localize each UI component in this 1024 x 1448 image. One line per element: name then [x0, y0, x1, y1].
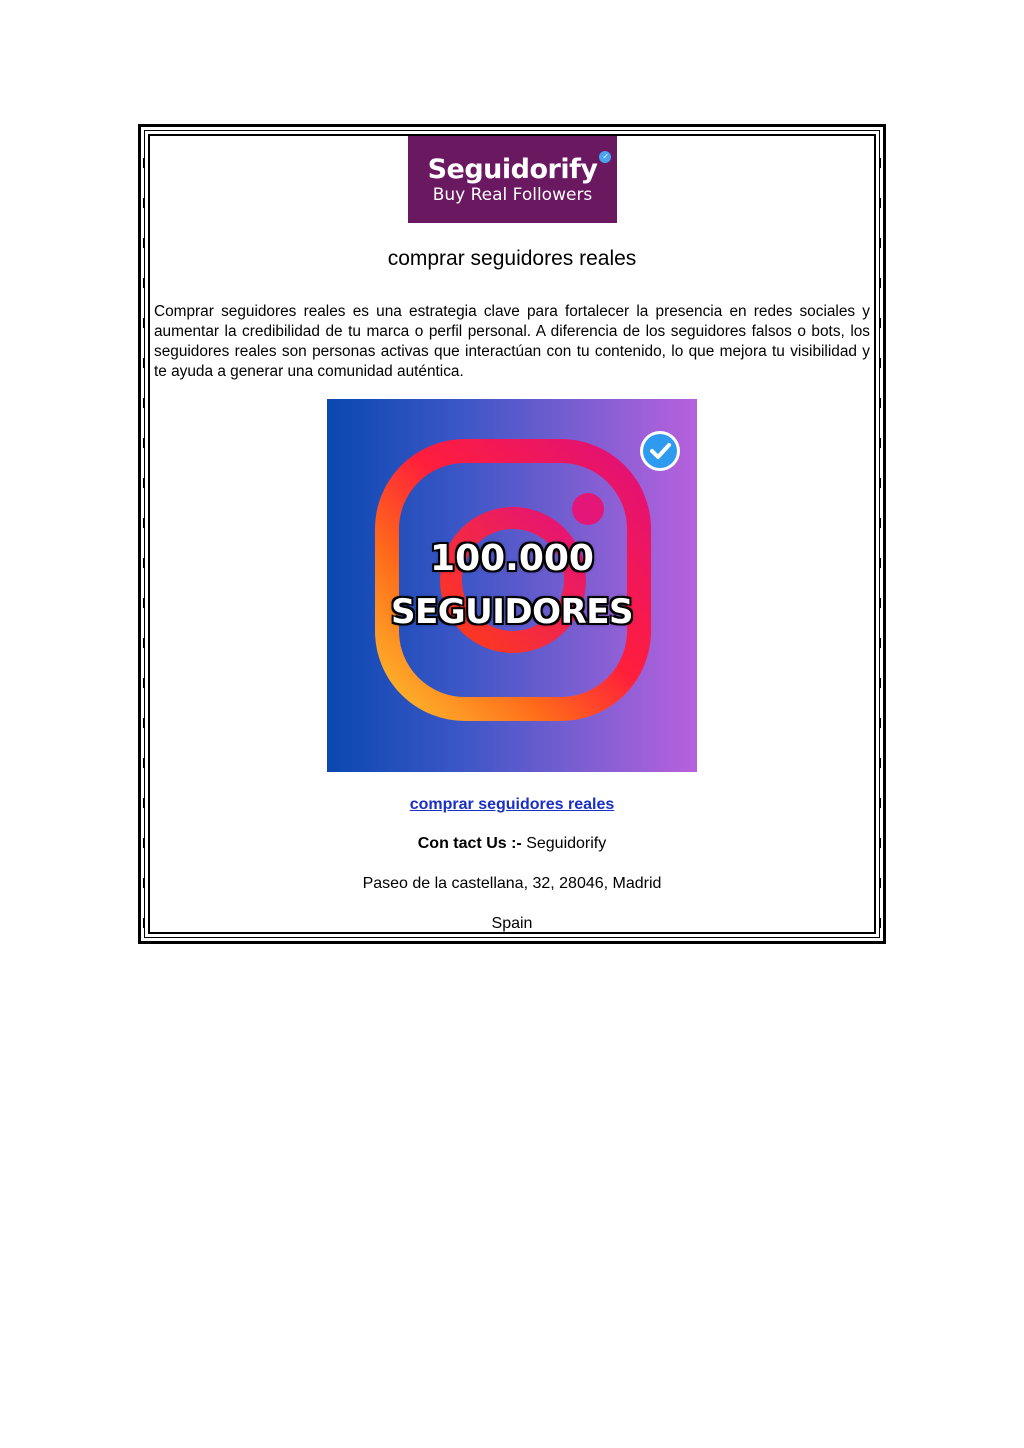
frame-tick — [880, 598, 881, 608]
frame-tick — [880, 558, 881, 568]
frame-tick — [880, 278, 881, 288]
frame-tick — [143, 198, 144, 208]
frame-tick — [143, 238, 144, 248]
instagram-logo-icon — [327, 399, 697, 772]
frame-tick — [143, 278, 144, 288]
verified-check-icon: ✓ — [599, 151, 611, 163]
promo-count: 100.000 — [430, 538, 594, 579]
frame-tick — [143, 358, 144, 368]
contact-label: Con tact Us :- — [417, 835, 522, 852]
frame-tick — [143, 638, 144, 648]
frame-tick — [143, 878, 144, 888]
frame-tick — [880, 798, 881, 808]
promo-image — [327, 399, 697, 772]
frame-tick — [880, 878, 881, 888]
promo-label: SEGUIDORES — [391, 592, 633, 632]
page-title: comprar seguidores reales — [387, 247, 637, 270]
frame-tick — [143, 518, 144, 528]
frame-tick — [880, 518, 881, 528]
frame-tick — [880, 398, 881, 408]
frame-tick — [143, 558, 144, 568]
logo-name — [427, 151, 609, 185]
frame-tick — [880, 238, 881, 248]
frame-tick — [880, 478, 881, 488]
frame-tick — [143, 438, 144, 448]
frame-tick — [143, 718, 144, 728]
frame-tick — [880, 438, 881, 448]
frame-tick — [143, 598, 144, 608]
frame-tick — [880, 318, 881, 328]
frame-tick — [880, 838, 881, 848]
frame-tick — [880, 918, 881, 928]
frame-tick — [143, 398, 144, 408]
comprar-seguidores-link[interactable]: comprar seguidores reales — [409, 796, 615, 813]
frame-tick — [880, 638, 881, 648]
frame-tick — [143, 798, 144, 808]
contact-line — [154, 834, 870, 854]
frame-tick — [143, 478, 144, 488]
frame-tick — [880, 158, 881, 168]
frame-tick — [143, 758, 144, 768]
frame-tick — [880, 358, 881, 368]
brand-logo — [408, 136, 617, 223]
address-line: Paseo de la castellana, 32, 28046, Madrid — [362, 875, 662, 892]
frame-tick — [143, 158, 144, 168]
intro-paragraph: Comprar seguidores reales es una estrategia clave para fortalecer la presencia en redes sociales y aumentar la credibilidad de tu marca o perfil personal. A diferencia de los seguidores falsos o bots, los seguidores reales son personas activas que interactúan con tu contenido, lo que mejora tu visibilidad y te ayuda a generar una comunidad auténtica. — [154, 303, 870, 380]
logo-name-text: Seguidorify — [427, 153, 598, 185]
country-line: Spain — [491, 915, 533, 932]
frame-tick — [880, 678, 881, 688]
logo-tagline: Buy Real Followers — [432, 184, 593, 205]
frame-tick — [143, 678, 144, 688]
frame-tick — [143, 318, 144, 328]
frame-tick — [880, 718, 881, 728]
contact-value: Seguidorify — [526, 835, 607, 852]
frame-tick — [143, 838, 144, 848]
frame-tick — [880, 758, 881, 768]
frame-tick — [880, 198, 881, 208]
frame-tick — [143, 918, 144, 928]
